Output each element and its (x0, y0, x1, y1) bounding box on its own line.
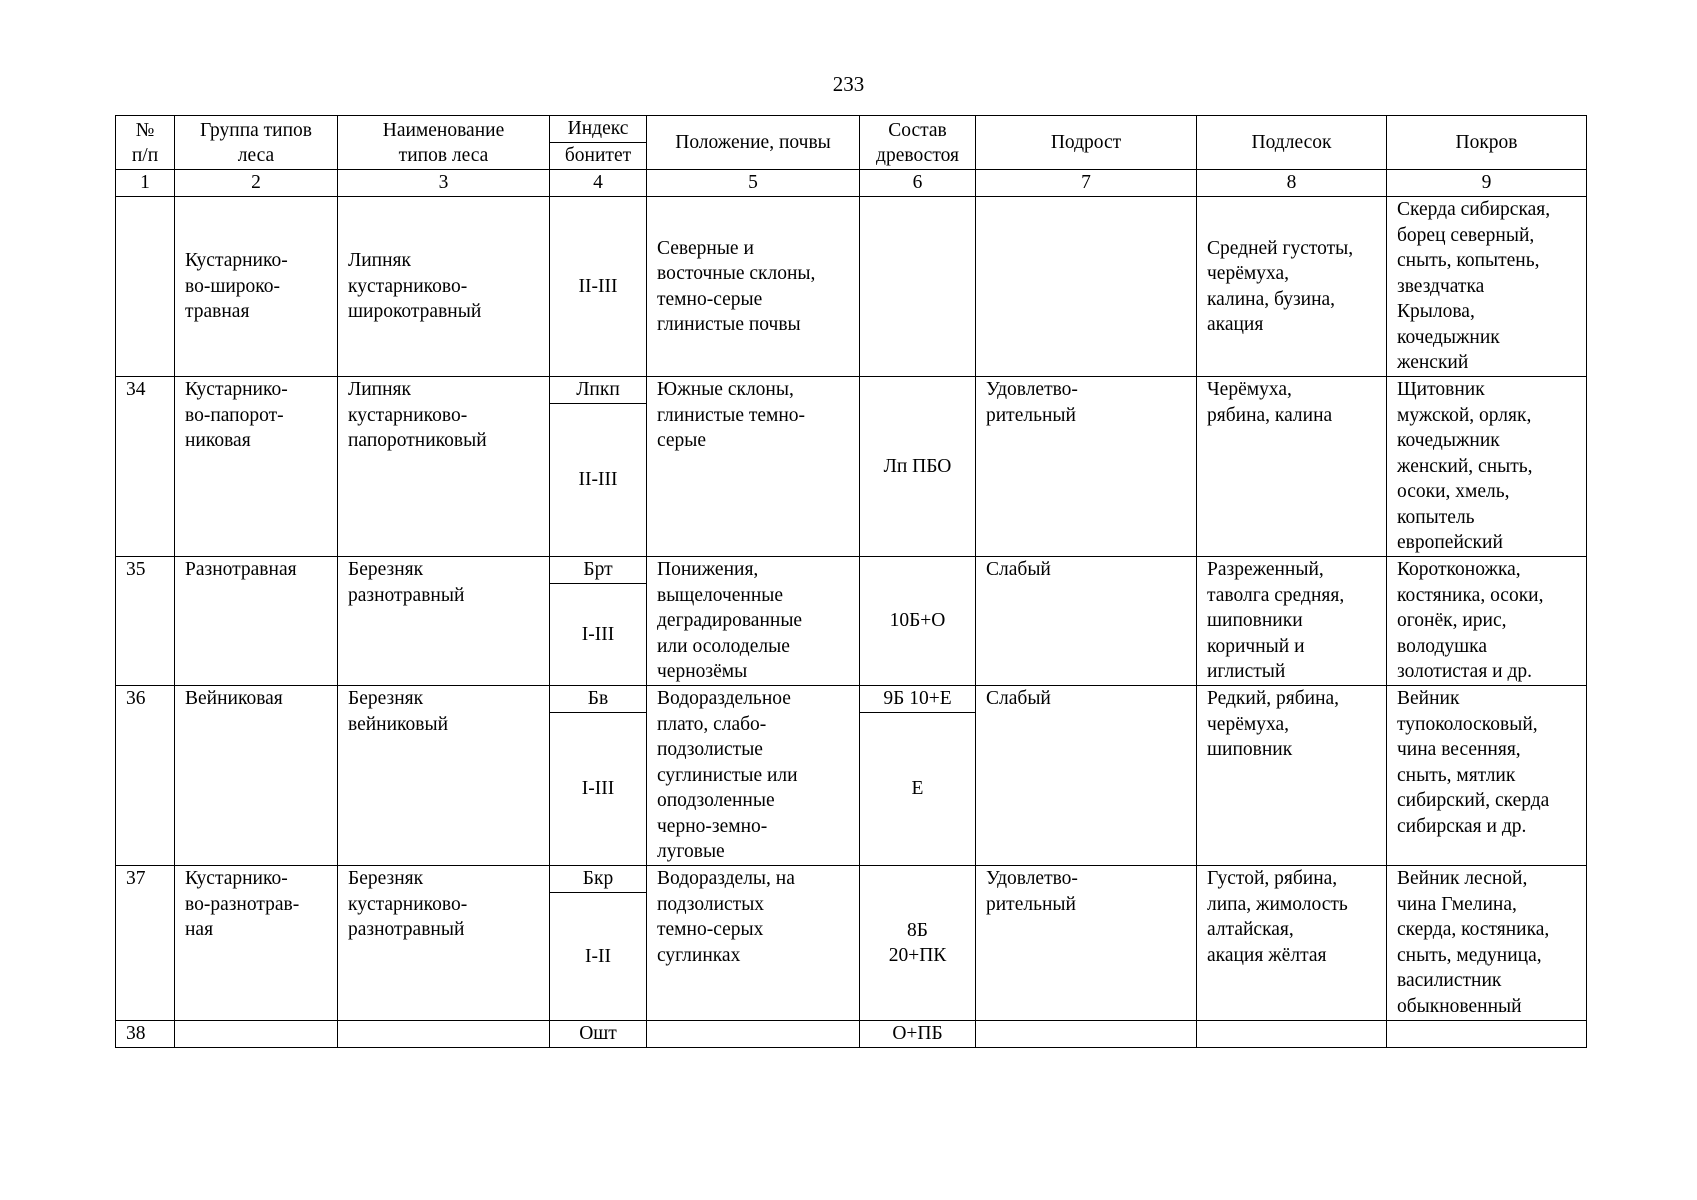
row-name: Липняк кустарниково- широкотравный (338, 197, 550, 377)
row-underbrush (1197, 1021, 1387, 1048)
row-cover: Коротконожка, костяника, осоки, огонёк, ирис, володушка золотистая и др. (1387, 557, 1587, 686)
row-group (175, 1021, 338, 1048)
header-row (116, 116, 1587, 170)
row-position: Южные склоны, глинистые темно- серые (647, 377, 860, 557)
column-number: 2 (175, 170, 338, 197)
column-number: 4 (550, 170, 647, 197)
row-composition: О+ПБ (860, 1021, 976, 1048)
table-row (116, 866, 1587, 1021)
header-position: Положение, почвы (647, 116, 860, 170)
row-num: 36 (116, 686, 175, 866)
header-composition: Состав древостоя (860, 116, 976, 170)
row-name: Березняк вейниковый (338, 686, 550, 866)
row-group: Кустарнико- во-разнотрав- ная (175, 866, 338, 1021)
row-bonitet: I-II (585, 945, 611, 967)
row-bonitet: I-III (581, 623, 615, 645)
row-name (338, 1021, 550, 1048)
row-underbrush: Густой, рябина, липа, жимолость алтайская, акация жёлтая (1197, 866, 1387, 1021)
row-group: Вейниковая (175, 686, 338, 866)
row-composition: 8Б 20+ПК (860, 866, 976, 1021)
forest-types-table (115, 115, 1587, 1048)
header-underbrush: Подлесок (1197, 116, 1387, 170)
row-position: Водораздельное плато, слабо- подзолистые суглинистые или оподзоленные черно-земно- луговые (647, 686, 860, 866)
row-num (116, 197, 175, 377)
column-number: 8 (1197, 170, 1387, 197)
row-index: Лпкп (550, 377, 646, 404)
row-undergrowth: Слабый (976, 686, 1197, 866)
row-index: Бкр (550, 866, 646, 893)
row-bonitet: II-III (550, 197, 647, 377)
row-index-cell (550, 866, 647, 1021)
row-undergrowth (976, 197, 1197, 377)
row-underbrush: Средней густоты, черёмуха, калина, бузина, акация (1197, 197, 1387, 377)
table-row (116, 377, 1587, 557)
row-cover: Щитовник мужской, орляк, кочедыжник женский, сныть, осоки, хмель, копытель европейский (1387, 377, 1587, 557)
table-row (116, 686, 1587, 866)
row-index: Брт (550, 557, 646, 584)
row-composition-top: 9Б 10+Е (860, 686, 975, 713)
header-bonitet-label: бонитет (564, 145, 632, 166)
header-undergrowth: Подрост (976, 116, 1197, 170)
row-composition: Лп ПБО (860, 377, 976, 557)
table-row (116, 557, 1587, 686)
row-position: Понижения, выщелоченные деградированные или осолоделые чернозёмы (647, 557, 860, 686)
header-name: Наименование типов леса (338, 116, 550, 170)
row-composition: 10Б+О (860, 557, 976, 686)
column-number: 7 (976, 170, 1197, 197)
column-number-row (116, 170, 1587, 197)
row-num: 34 (116, 377, 175, 557)
column-number: 9 (1387, 170, 1587, 197)
row-composition-cell (860, 686, 976, 866)
header-index-label: Индекс (550, 116, 646, 143)
row-num: 38 (116, 1021, 175, 1048)
table-row (116, 1021, 1587, 1048)
row-index: Бв (550, 686, 646, 713)
row-group: Кустарнико- во-широко- травная (175, 197, 338, 377)
row-cover: Вейник лесной, чина Гмелина, скерда, костяника, сныть, медуница, василистник обыкновенный (1387, 866, 1587, 1021)
table-row (116, 197, 1587, 377)
row-index-cell (550, 686, 647, 866)
row-index-cell (550, 557, 647, 686)
row-group: Кустарнико- во-папорот- никовая (175, 377, 338, 557)
column-number: 5 (647, 170, 860, 197)
row-group: Разнотравная (175, 557, 338, 686)
row-undergrowth (976, 1021, 1197, 1048)
header-num: № п/п (116, 116, 175, 170)
header-group: Группа типов леса (175, 116, 338, 170)
row-position: Водоразделы, на подзолистых темно-серых суглинках (647, 866, 860, 1021)
column-number: 3 (338, 170, 550, 197)
row-undergrowth: Слабый (976, 557, 1197, 686)
row-undergrowth: Удовлетво- рительный (976, 377, 1197, 557)
row-num: 35 (116, 557, 175, 686)
row-position: Северные и восточные склоны, темно-серые глинистые почвы (647, 197, 860, 377)
row-name: Липняк кустарниково- папоротниковый (338, 377, 550, 557)
column-number: 1 (116, 170, 175, 197)
row-index-cell (550, 377, 647, 557)
row-bonitet: I-III (581, 778, 615, 800)
row-index: Ошт (550, 1021, 647, 1048)
row-cover (1387, 1021, 1587, 1048)
header-index (550, 116, 647, 170)
header-cover: Покров (1387, 116, 1587, 170)
row-cover: Скерда сибирская, борец северный, сныть, копытень, звездчатка Крылова, кочедыжник женский (1387, 197, 1587, 377)
row-cover: Вейник тупоколосковый, чина весенняя, сныть, мятлик сибирский, скерда сибирская и др. (1387, 686, 1587, 866)
row-composition: Е (911, 778, 924, 800)
column-number: 6 (860, 170, 976, 197)
row-bonitet: II-III (578, 469, 618, 491)
row-composition (860, 197, 976, 377)
row-underbrush: Редкий, рябина, черёмуха, шиповник (1197, 686, 1387, 866)
row-name: Березняк разнотравный (338, 557, 550, 686)
row-num: 37 (116, 866, 175, 1021)
row-name: Березняк кустарниково- разнотравный (338, 866, 550, 1021)
row-position (647, 1021, 860, 1048)
row-underbrush: Черёмуха, рябина, калина (1197, 377, 1387, 557)
row-underbrush: Разреженный, таволга средняя, шиповники коричный и иглистый (1197, 557, 1387, 686)
page-number: 233 (832, 72, 865, 96)
row-undergrowth: Удовлетво- рительный (976, 866, 1197, 1021)
